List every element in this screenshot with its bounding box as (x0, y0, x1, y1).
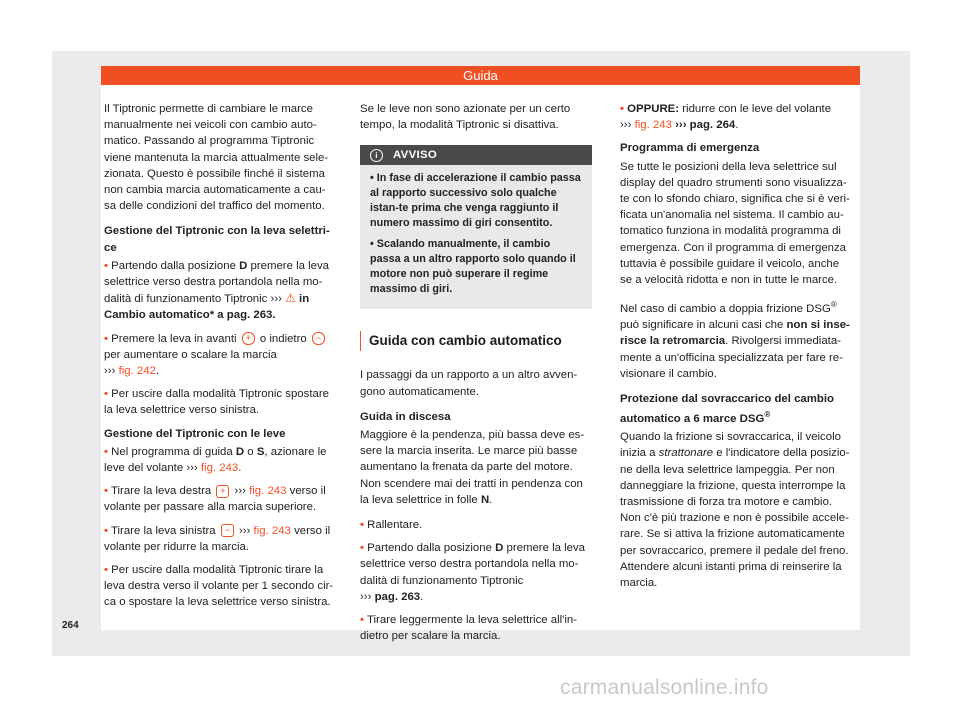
warning-triangle-icon: ⚠ (285, 291, 296, 306)
cross-ref-link[interactable]: in Cambio automatico* a pag. 263. (104, 293, 310, 322)
figure-link[interactable]: fig. 242 (118, 365, 156, 378)
bullet-icon: • (104, 332, 108, 345)
list-item: • In fase di accelerazione il cambio passa al rapporto successivo solo qualche istan-te prima che venga raggiunto il numero massimo di giri consentito. (370, 172, 581, 230)
bullet-icon: • (360, 614, 364, 627)
list-item: • Tirare la leva sinistra − ››› fig. 243 verso il volante per ridurre la marcia. (104, 524, 331, 553)
page-header: Guida (101, 66, 860, 85)
notice-header (360, 145, 592, 165)
list-item: • OPPURE: ridurre con le leve del volante ››› fig. 243 ››› pag. 264. (620, 103, 832, 132)
list-item: • Rallentare. (360, 519, 423, 532)
bullet-icon: • (104, 564, 108, 577)
notice-box (360, 145, 592, 309)
info-icon: i (370, 149, 383, 162)
plus-key-icon: + (242, 332, 255, 345)
list-item: • Premere la leva in avanti + o indietro − per aumentare o scalare la marcia ››› fig. 242. (104, 331, 336, 380)
column-3 (620, 101, 852, 600)
figure-link[interactable]: fig. 243 (249, 485, 287, 498)
figure-link[interactable]: fig. 243 (200, 462, 239, 475)
notice-title: AVVISO (393, 149, 437, 162)
subheading: Gestione del Tiptronic con la leva selettri-ce (104, 225, 330, 254)
bullet-icon: • (370, 172, 374, 185)
cross-ref-arrows: ››› (238, 524, 251, 537)
cross-ref-arrows: ››› (234, 485, 246, 498)
cross-ref-arrows: ››› (270, 293, 282, 306)
paragraph: I passaggi da un rapporto a un altro avven-gono automaticamente. (360, 369, 578, 398)
subheading: Guida in discesa (360, 410, 451, 423)
cross-ref-link[interactable]: pag. 263 (374, 590, 421, 603)
list-item: • Nel programma di guida D o S, azionare le leve del volante ››› fig. 243. (104, 445, 327, 475)
column-2 (360, 101, 592, 651)
list-item: • Tirare la leva destra + ››› fig. 243 verso il volante per passare alla marcia superiore. (104, 485, 326, 514)
cross-ref-arrows: ››› (104, 365, 116, 378)
section-title: Guida con cambio automatico (360, 331, 592, 351)
subheading: Gestione del Tiptronic con le leve (104, 427, 286, 440)
figure-link[interactable]: fig. 243 (634, 119, 672, 132)
cross-ref-arrows: ››› (620, 119, 632, 132)
bullet-icon: • (104, 388, 108, 401)
paragraph: Quando la frizione si sovraccarica, il veicolo inizia a strattonare e l'indicatore della posizio-ne della leva selettrice lampeggia. Per non danneggiare la frizione, questa interrompe la trasmissione di forza tra motore e cambio. Non c'è più trazione e non è possibile accele-rare. Se si attiva la frizione automaticamente per sovraccarico, premere il pedale del freno. Attendere alcuni istanti prima di reinserire la marcia. (620, 431, 850, 590)
cross-ref-link[interactable]: ››› pag. 264 (675, 119, 736, 132)
cross-ref-arrows: ››› (360, 590, 372, 603)
paragraph: Se tutte le posizioni della leva selettrice sul display del quadro strumenti sono visualizza-te con lo sfondo chiaro, significa che si è veri-ficata un'anomalia nel sistema. Il cambio au-tomatico funziona in modalità programma di emergenza. Con il programma di emergenza tuttavia è possibile guidare il veicolo, anche se a velocità ridotta e non in tutte le marce. (620, 160, 850, 287)
paragraph: Se le leve non sono azionate per un certo tempo, la modalità Tiptronic si disattiva. (360, 103, 571, 132)
page-number: 264 (62, 620, 79, 631)
list-item: • Scalando manualmente, il cambio passa a un altro rapporto solo quando il motore non può superare il regime massimo di giri. (370, 238, 576, 296)
paragraph: Maggiore è la pendenza, più bassa deve es-sere la marcia inserita. Le marce più basse aumentano la frenata da parte del motore. Non scendere mai dei tratti in pendenza con la leva selettrice in folle N. (360, 429, 585, 506)
column-1 (104, 101, 336, 618)
watermark: carmanualsonline.info (560, 676, 769, 699)
list-item: • Per uscire dalla modalità Tiptronic spostare la leva selettrice verso sinistra. (104, 388, 329, 417)
bullet-icon: • (360, 542, 364, 555)
list-item: • Tirare leggermente la leva selettrice all'in-dietro per scalare la marcia. (360, 614, 578, 643)
paragraph: Il Tiptronic permette di cambiare le marce manualmente nei veicoli con cambio auto-matico. Passando al programma Tiptronic viene mantenuta la marcia attualmente sele-zionata. Questo è possibile finché il sistema non cambia marcia automaticamente a cau-sa delle condizioni del traffico del momento. (104, 103, 329, 213)
bullet-icon: • (370, 238, 374, 251)
paragraph: Nel caso di cambio a doppia frizione DSG® può significare in alcuni casi che non si inse-risce la retromarcia. Rivolgersi immediata-mente a un'officina specializzata per fare re-visionare il cambio. (620, 300, 850, 380)
bullet-icon: • (104, 524, 108, 537)
bullet-icon: • (104, 485, 108, 498)
bullet-icon: • (620, 103, 624, 115)
bullet-icon: • (104, 445, 108, 458)
cross-ref-arrows: ››› (186, 462, 198, 475)
subheading: Protezione dal sovraccarico del cambio automatico a 6 marce DSG® (620, 393, 834, 426)
list-item: • Partendo dalla posizione D premere la leva selettrice verso destra portandola nella mo-dalità di funzionamento Tiptronic ››› pag. 263. (360, 542, 585, 603)
list-item: • Per uscire dalla modalità Tiptronic tirare la leva destra verso il volante per 1 secondo cir-ca o spostare la leva selettrice verso sinistra. (104, 564, 334, 609)
right-paddle-icon: + (216, 485, 229, 498)
bullet-icon: • (104, 259, 108, 272)
subheading: Programma di emergenza (620, 142, 760, 155)
figure-link[interactable]: fig. 243 (253, 524, 291, 537)
minus-key-icon: − (312, 332, 325, 345)
notice-body (360, 165, 592, 297)
bullet-icon: • (360, 519, 364, 532)
list-item: • Partendo dalla posizione D premere la leva selettrice verso destra portandola nella mo-dalità di funzionamento Tiptronic ››› ⚠ in Cambio automatico* a pag. 263. (104, 259, 329, 322)
left-paddle-icon: − (221, 524, 234, 537)
